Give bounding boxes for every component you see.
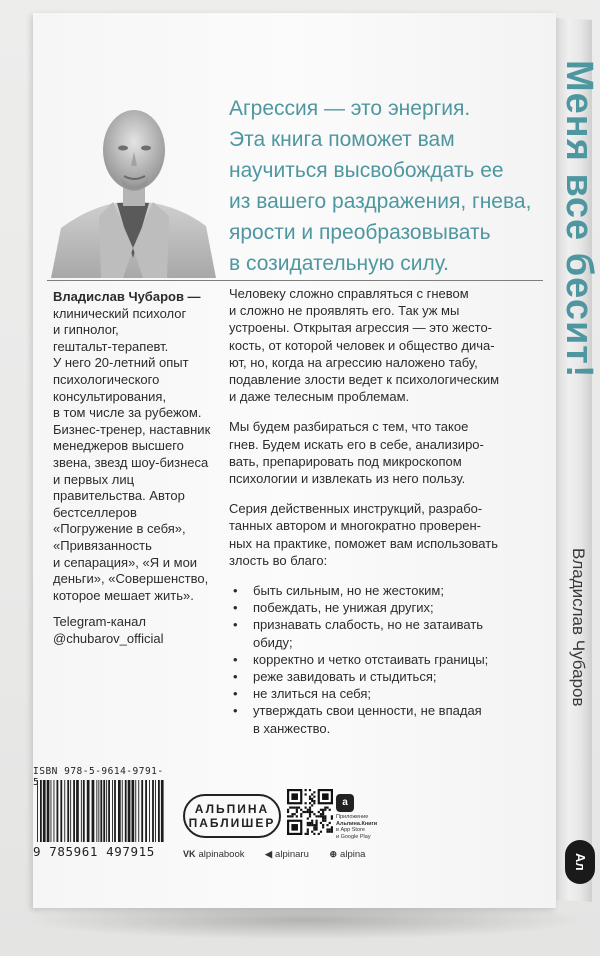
back-cover <box>33 13 556 908</box>
social-plus: ⊕ alpina <box>329 849 366 860</box>
spine-publisher-logo: Ал <box>565 840 595 884</box>
bio-line: Бизнес-тренер, наставник <box>53 421 211 437</box>
text-line: гнев. Будем искать его в себе, анализиро- <box>229 436 484 452</box>
telegram-channel <box>53 614 223 647</box>
bullet-icon: • <box>233 583 238 599</box>
text-line: кость, от которой человек и общество дича- <box>229 337 495 353</box>
text-line: Мы будем разбираться с тем, что такое <box>229 419 469 435</box>
text-line: злость во благо: <box>229 552 328 568</box>
telegram-icon: ◀ <box>265 849 273 859</box>
headline-line: из вашего раздражения, гнева, <box>229 190 532 213</box>
app-promo-line: и Google Play <box>336 833 371 840</box>
text-line: устроены. Открытая агрессия — это жесто- <box>229 320 493 336</box>
description-paragraph-3 <box>229 500 529 569</box>
text-line: вать, препарировать под микроскопом <box>229 453 462 469</box>
plus-icon: ⊕ <box>329 849 338 859</box>
text-line: ных на практике, поможет вам использовать <box>229 535 498 551</box>
text-line: и сложно не проявлять его. Так уж мы <box>229 303 460 319</box>
barcode-number: 9 785961 497915 <box>33 844 155 859</box>
bio-line: «Привязанность <box>53 537 152 553</box>
headline-line: научиться высвобождать ее <box>229 159 504 182</box>
bio-line: бестселлеров <box>53 504 137 520</box>
list-item: • признавать слабость, но не затаивать обиду; <box>233 617 484 650</box>
description-paragraph-1 <box>229 285 529 405</box>
bio-line: гештальт-терапевт. <box>53 338 169 354</box>
app-promo-line: Приложение <box>336 814 369 820</box>
bio-line: «Погружение в себя», <box>53 521 186 537</box>
publisher-logo <box>183 794 281 838</box>
bio-line: звена, звезд шоу-бизнеса <box>53 454 209 470</box>
telegram-label: Telegram-канал <box>53 614 146 630</box>
bullet-icon: • <box>233 651 238 667</box>
book-description <box>229 285 529 737</box>
bullet-icon: • <box>233 703 238 719</box>
isbn-text: ISBN 978-5-9614-9791-5 <box>33 766 164 788</box>
social-telegram: ◀ alpinaru <box>265 849 309 860</box>
list-item: • реже завидовать и стыдиться; <box>233 669 437 685</box>
list-item: • корректно и четко отстаивать границы; <box>233 651 489 667</box>
bio-line: и первых лиц <box>53 471 135 487</box>
app-promo <box>336 814 391 840</box>
text-line: ют, но, когда на агрессию наложено табу, <box>229 354 478 370</box>
description-paragraph-2 <box>229 418 529 487</box>
bullet-icon: • <box>233 600 238 616</box>
text-line: подавление злости ведет к психологическим <box>229 372 500 388</box>
social-links <box>183 849 443 860</box>
isbn-barcode <box>33 766 168 864</box>
bullet-icon: • <box>233 686 238 702</box>
text-line: и даже телесным проблемам. <box>229 389 410 405</box>
list-item: • утверждать свои ценности, не впадая в ханжество. <box>233 703 482 736</box>
list-item: • побеждать, не унижая других; <box>233 600 434 616</box>
publisher-name-line1: АЛЬПИНА <box>194 802 270 816</box>
bio-line: У него 20-летний опыт <box>53 355 189 371</box>
list-item: • не злиться на себя; <box>233 686 371 702</box>
text-line: Человеку сложно справляться с гневом <box>229 286 469 301</box>
telegram-handle: @chubarov_official <box>53 630 164 646</box>
qr-code-icon <box>287 789 333 835</box>
spine-author: Владислав Чубаров <box>569 548 588 707</box>
bio-line: и сепарация», «Я и мои <box>53 554 198 570</box>
spine-title: Меня все бесит! <box>558 60 600 379</box>
divider-rule <box>47 280 543 281</box>
list-item: • быть сильным, но не жестоким; <box>233 583 444 599</box>
author-bio <box>53 289 223 647</box>
author-name: Владислав Чубаров — <box>53 289 201 304</box>
app-logo-icon: a <box>336 794 354 812</box>
social-vk: VK alpinabook <box>183 849 245 860</box>
headline-line: Агрессия — это энергия. <box>229 97 471 120</box>
bio-line: правительства. Автор <box>53 488 185 504</box>
bio-line: которое мешает жить». <box>53 587 194 603</box>
bio-line: клинический психолог <box>53 305 187 321</box>
vk-icon: VK <box>183 849 196 859</box>
bio-line: и гипнолог, <box>53 322 119 338</box>
author-photo <box>51 98 216 278</box>
bio-line: психологического <box>53 371 160 387</box>
app-promo-line: Альпина.Книги <box>336 820 378 827</box>
barcode-bars <box>33 780 168 842</box>
text-line: психологии и извлекать из него пользу. <box>229 471 466 487</box>
bio-line: менеджеров высшего <box>53 438 184 454</box>
bio-line: консультирования, <box>53 388 167 404</box>
benefits-list <box>229 582 529 737</box>
bio-line: деньги», «Совершенство, <box>53 571 209 587</box>
headline-line: Эта книга поможет вам <box>229 128 455 151</box>
bullet-icon: • <box>233 669 238 685</box>
cover-headline <box>229 93 532 279</box>
text-line: танных автором и многократно проверен- <box>229 518 481 534</box>
bullet-icon: • <box>233 617 238 633</box>
bio-line: в том числе за рубежом. <box>53 405 202 421</box>
app-promo-line: в App Store <box>336 827 365 833</box>
text-line: Серия действенных инструкций, разрабо- <box>229 501 483 517</box>
headline-line: в созидательную силу. <box>229 252 449 275</box>
headline-line: ярости и преобразовывать <box>229 221 491 244</box>
publisher-name-line2: ПАБЛИШЕР <box>188 816 276 830</box>
